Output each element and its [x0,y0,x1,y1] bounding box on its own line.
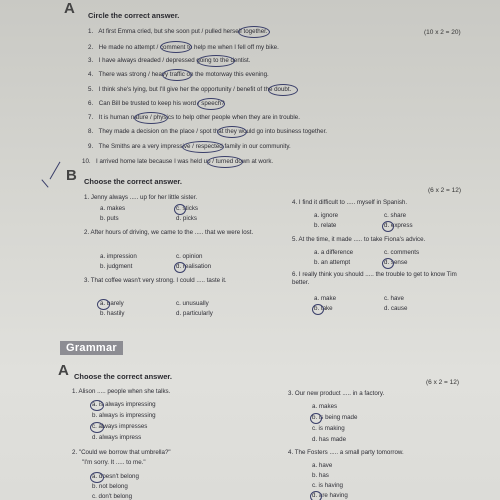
option: b. puts [100,215,119,222]
section-a-item-3: 3. I have always dreaded / depressed going to the dentist. [88,57,251,64]
pen-circle-mark [90,422,104,433]
section-a-item-7: 7. It is human nature / physics to help other people when they are in trouble. [88,114,300,121]
option: d. particularly [176,310,213,317]
option: c. don't belong [92,493,133,500]
section-a-letter: A [64,0,75,17]
option: a. ignore [314,212,339,219]
option: b. relate [314,222,337,229]
grammar-a-points: (6 x 2 = 12) [426,379,460,386]
grammar-question-1: 1. Alison ..... people when she talks. [72,388,171,395]
option: b. take [314,305,333,312]
option: b. always is impressing [92,412,156,419]
section-a-item-6: 6. Can Bill be trusted to keep his word / speech? [88,100,225,107]
pen-circle-mark [134,112,168,124]
grammar-question-3: 3. Our new product ..... in a factory. [288,390,385,397]
section-b-question-5: 5. At the time, it made ..... to take Fiona's advice. [292,236,426,243]
option: c. always impresses [92,423,148,430]
pen-circle-mark [207,156,243,168]
pen-circle-mark [197,98,225,110]
section-a-item-8: 8. They made a decision on the place / spot that they would go into business together. [88,128,328,135]
option: a. have [312,462,333,469]
pen-circle-mark [182,141,224,153]
pen-circle-mark [238,26,270,38]
pen-circle-mark [160,41,192,53]
pen-circle-mark [382,258,394,269]
option: d. sense [384,259,408,266]
section-a-item-4: 4. There was strong / heavy traffic on the motorway this evening. [88,71,269,78]
check-mark [50,162,61,180]
section-b-question-4: 4. I find it difficult to ..... myself in Spanish. [292,199,408,206]
grammar-question-2-line2: "I'm sorry. It ..... to me." [82,459,146,466]
option: a. a difference [314,249,354,256]
section-b-letter: B [66,167,77,184]
pen-circle-mark [268,84,298,96]
option: c. opinion [176,253,203,260]
option: d. realisation [176,263,212,270]
grammar-question-4: 4. The Fosters ..... a small party tomorrow. [288,449,404,456]
option: a. makes [312,403,338,410]
section-a-item-10: 10. I arrived home late because I was held up / turned down at work. [82,158,274,165]
section-b-question-2: 2. After hours of driving, we came to the ..... that we were lost. [84,229,254,236]
grammar-question-2: 2. "Could we borrow that umbrella?" [72,449,171,456]
option: a. is always impressing [92,401,156,408]
option: d. express [384,222,413,229]
pen-circle-mark [382,221,394,232]
option: a. impression [100,253,137,260]
option: b. not belong [92,483,128,490]
option: c. is making [312,425,345,432]
option: d. are having [312,492,348,499]
option: b. judgment [100,263,133,270]
option: d. cause [384,305,408,312]
option: c. have [384,295,404,302]
pen-circle-mark [310,491,322,500]
section-a-item-2: 2. He made no attempt / comment to help me when I fell off my bike. [88,44,279,51]
option: a. barely [100,300,124,307]
section-b-points: (6 x 2 = 12) [428,187,462,194]
pen-circle-mark [197,55,235,67]
section-b-title: Choose the correct answer. [84,177,182,186]
pen-circle-mark [310,413,322,424]
pen-circle-mark [312,304,324,315]
section-a-points: (10 x 2 = 20) [424,29,461,36]
option: c. is having [312,482,343,489]
section-b-question-1: 1. Jenny always ..... up for her little sister. [84,194,198,201]
option: b. is being made [312,414,358,421]
option: a. make [314,295,337,302]
pen-circle-mark [174,204,186,215]
grammar-banner: Grammar [60,341,123,355]
section-a-item-5: 5. I think she's lying, but I'll give her the opportunity / benefit of the doubt. [88,86,292,93]
grammar-a-title: Choose the correct answer. [74,372,172,381]
option: c. unusually [176,300,209,307]
option: c. sticks [176,205,199,212]
section-a-item-9: 9. The Smiths are a very impressive / respected family in our community. [88,143,291,150]
option: b. an attempt [314,259,351,266]
section-b-question-3: 3. That coffee wasn't very strong. I could ..... taste it. [84,277,227,284]
option: c. comments [384,249,420,256]
section-a-title: Circle the correct answer. [88,11,180,20]
option: b. hastily [100,310,125,317]
pen-circle-mark [90,472,104,483]
check-mark [41,179,48,187]
option: b. has [312,472,329,479]
option: a. doesn't belong [92,473,139,480]
pen-circle-mark [90,400,104,411]
option: d. has made [312,436,347,443]
grammar-a-letter: A [58,362,69,379]
pen-circle-mark [174,262,186,273]
pen-circle-mark [97,299,110,310]
option: a. makes [100,205,126,212]
pen-circle-mark [217,126,247,138]
option: c. share [384,212,407,219]
option: d. always impress [92,434,142,441]
section-a-item-1: 1. At first Emma cried, but she soon put / pulled herself together. [88,28,268,35]
section-b-question-6: 6. I really think you should ..... the trouble to get to know Tim better. [292,271,457,286]
pen-circle-mark [162,69,192,81]
option: d. picks [176,215,197,222]
